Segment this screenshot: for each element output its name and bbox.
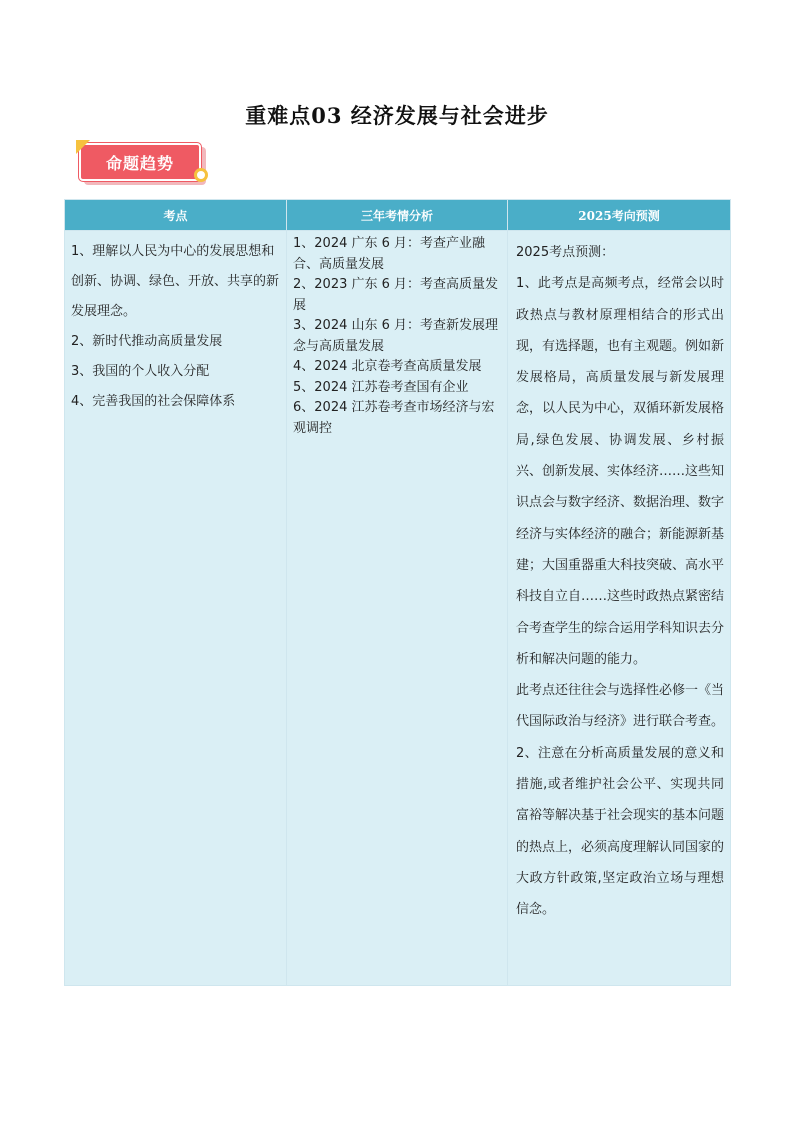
exam-points-cell — [65, 231, 287, 986]
header-exam-point: 考点 — [65, 200, 287, 231]
exam-point-item: 4、完善我国的社会保障体系 — [71, 394, 236, 409]
section-badge — [76, 140, 216, 192]
badge-body — [79, 143, 201, 181]
analysis-item: 1、2024 广东 6 月：考查产业融合、高质量发展 — [293, 236, 486, 272]
page-title: 重难点03 经济发展与社会进步 — [245, 103, 549, 128]
table-header-row — [65, 200, 731, 231]
forecast-paragraph: 2、注意在分析高质量发展的意义和措施,或者维护社会公平、实现共同富裕等解决基于社会现实的基本问题的热点上，必须高度理解认同国家的大政方针政策,坚定政治立场与理想信念。 — [516, 745, 725, 918]
analysis-item: 3、2024 山东 6 月：考查新发展理念与高质量发展 — [293, 318, 499, 354]
header-three-year-analysis: 三年考情分析 — [287, 200, 508, 231]
analysis-item: 4、2024 北京卷考查高质量发展 — [293, 359, 482, 374]
section-badge-label: 命题趋势 — [105, 153, 174, 173]
forecast-paragraph: 1、此考点是高频考点，经常会以时政热点与教材原理相结合的形式出现，有选择题，也有主观题。例如新发展格局，高质量发展与新发展理念，以人民为中心，双循环新发展格局,绿色发展、协调发展、乡村振兴、创新发展、实体经济……这些知识点会与数字经济、数据治理、数字经济与实体经济的融合；新能源新基建；大国重器重大科技突破、高水平科技自立自……这些时政热点紧密结合考查学生的综合运用学科知识去分析和解决问题的能力。 — [516, 276, 725, 667]
exam-point-item: 1、理解以人民为中心的发展思想和创新、协调、绿色、开放、共享的新发展理念。 — [71, 244, 280, 319]
forecast-paragraph: 2025考点预测： — [516, 245, 615, 260]
trend-table — [64, 199, 731, 986]
analysis-item: 6、2024 江苏卷考查市场经济与宏观调控 — [293, 400, 495, 436]
exam-point-item: 3、我国的个人收入分配 — [71, 364, 210, 379]
analysis-item: 2、2023 广东 6 月：考查高质量发展 — [293, 277, 499, 313]
badge-flag-icon — [76, 140, 90, 154]
analysis-cell — [287, 231, 508, 986]
badge-ring-icon — [194, 168, 208, 182]
exam-point-item: 2、新时代推动高质量发展 — [71, 334, 223, 349]
table-row — [65, 231, 731, 986]
analysis-item: 5、2024 江苏卷考查国有企业 — [293, 379, 469, 395]
forecast-cell — [508, 231, 731, 986]
header-2025-forecast: 2025考向预测 — [508, 200, 731, 231]
forecast-paragraph: 此考点还往往会与选择性必修一《当代国际政治与经济》进行联合考查。 — [516, 683, 725, 730]
